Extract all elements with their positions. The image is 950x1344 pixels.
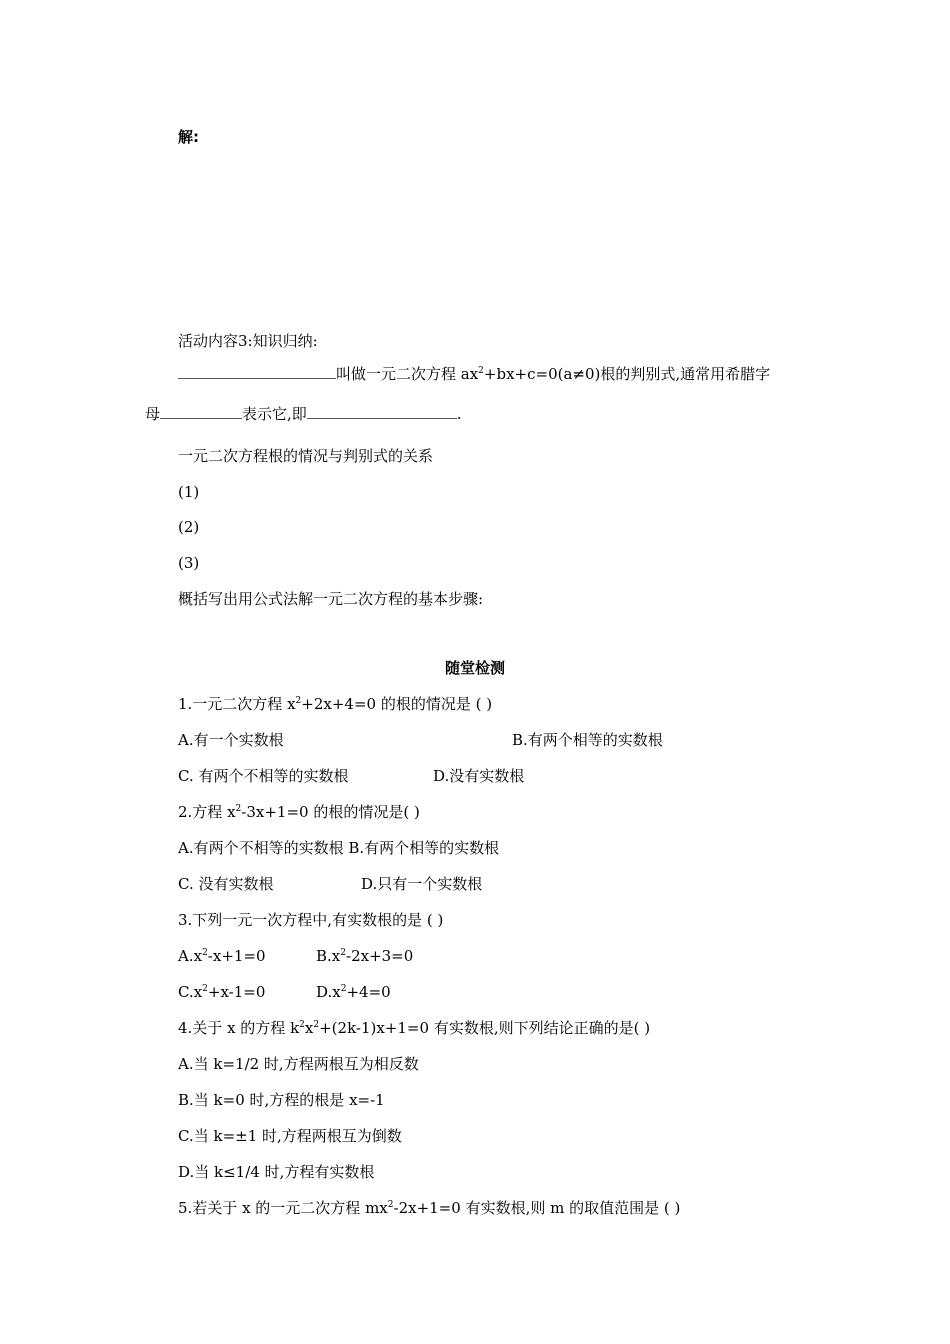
question-3-stem: 3.下列一元一次方程中,有实数根的是 ( ): [178, 911, 444, 929]
activity-heading: 活动内容3:知识归纳:: [178, 332, 318, 350]
q4-stem-b: x: [304, 1019, 314, 1037]
superscript: 2: [478, 366, 484, 376]
q4-stem-a: 4.关于 x 的方程 k: [178, 1019, 300, 1037]
superscript: 2: [340, 984, 347, 994]
definition-text-1: 叫做一元二次方程 ax: [336, 365, 479, 383]
question-1-option-c: C. 有两个不相等的实数根: [178, 767, 349, 785]
greek-letter-blank[interactable]: [160, 404, 242, 419]
question-2-stem: [178, 802, 420, 822]
definition-blank-1[interactable]: [178, 364, 336, 379]
relation-item-2: (2): [178, 518, 200, 536]
superscript: 2: [295, 696, 302, 706]
definition-line-1: [178, 364, 770, 384]
q3-b-2: -2x+3=0: [346, 947, 414, 965]
question-3-option-b: [316, 946, 413, 966]
question-2-options-ab: A.有两个不相等的实数根 B.有两个相等的实数根: [178, 839, 500, 857]
question-5-stem: [178, 1198, 680, 1218]
question-4-option-c: C.当 k=±1 时,方程两根互为倒数: [178, 1127, 402, 1145]
question-4-stem: [178, 1018, 650, 1038]
superscript: 2: [387, 1200, 394, 1210]
steps-prompt: 概括写出用公式法解一元二次方程的基本步骤:: [178, 590, 484, 608]
q2-stem-a: 2.方程 x: [178, 803, 236, 821]
superscript: 2: [340, 948, 346, 958]
superscript: 2: [202, 984, 208, 994]
definition-text-4: 表示它,即: [242, 405, 307, 423]
superscript: 2: [313, 1020, 320, 1030]
q3-a-1: A.x: [178, 947, 203, 965]
q4-stem-c: +(2k-1)x+1=0 有实数根,则下列结论正确的是( ): [319, 1019, 651, 1037]
q2-stem-b: -3x+1=0 的根的情况是( ): [241, 803, 420, 821]
question-4-option-b: B.当 k=0 时,方程的根是 x=-1: [178, 1091, 385, 1109]
question-1-option-b: B.有两个相等的实数根: [512, 731, 663, 749]
q3-d-2: +4=0: [346, 983, 391, 1001]
question-2-option-d: D.只有一个实数根: [361, 875, 483, 893]
superscript: 2: [299, 1020, 305, 1030]
relation-heading: 一元二次方程根的情况与判别式的关系: [178, 447, 434, 465]
superscript: 2: [202, 948, 208, 958]
q3-d-1: D.x: [316, 983, 341, 1001]
relation-item-1: (1): [178, 483, 200, 501]
solution-label: 解:: [178, 128, 199, 146]
relation-item-3: (3): [178, 554, 200, 572]
question-3-option-a: [178, 946, 266, 966]
q1-stem-b: +2x+4=0 的根的情况是 ( ): [301, 695, 493, 713]
question-1-option-a: A.有一个实数根: [178, 731, 284, 749]
question-2-option-c: C. 没有实数根: [178, 875, 274, 893]
q3-c-1: C.x: [178, 983, 203, 1001]
discriminant-blank[interactable]: [307, 404, 457, 419]
q5-stem-a: 5.若关于 x 的一元二次方程 mx: [178, 1199, 388, 1217]
question-4-option-d: D.当 k≤1/4 时,方程有实数根: [178, 1163, 375, 1181]
question-3-option-c: [178, 982, 265, 1002]
question-1-stem: [178, 694, 492, 714]
definition-text-2: +bx+c=0(a≠0)根的判别式,通常用希腊字: [483, 365, 771, 383]
q3-c-2: +x-1=0: [207, 983, 266, 1001]
question-3-option-d: [316, 982, 391, 1002]
q3-a-2: -x+1=0: [207, 947, 266, 965]
q5-stem-b: -2x+1=0 有实数根,则 m 的取值范围是 ( ): [393, 1199, 681, 1217]
definition-end: .: [456, 405, 462, 423]
quiz-title: 随堂检测: [444, 659, 505, 677]
definition-line-2: [145, 404, 462, 424]
definition-text-3: 母: [145, 405, 161, 423]
q3-b-1: B.x: [316, 947, 341, 965]
q1-stem-a: 1.一元二次方程 x: [178, 695, 296, 713]
question-1-option-d: D.没有实数根: [433, 767, 525, 785]
superscript: 2: [235, 804, 242, 814]
question-4-option-a: A.当 k=1/2 时,方程两根互为相反数: [178, 1055, 419, 1073]
